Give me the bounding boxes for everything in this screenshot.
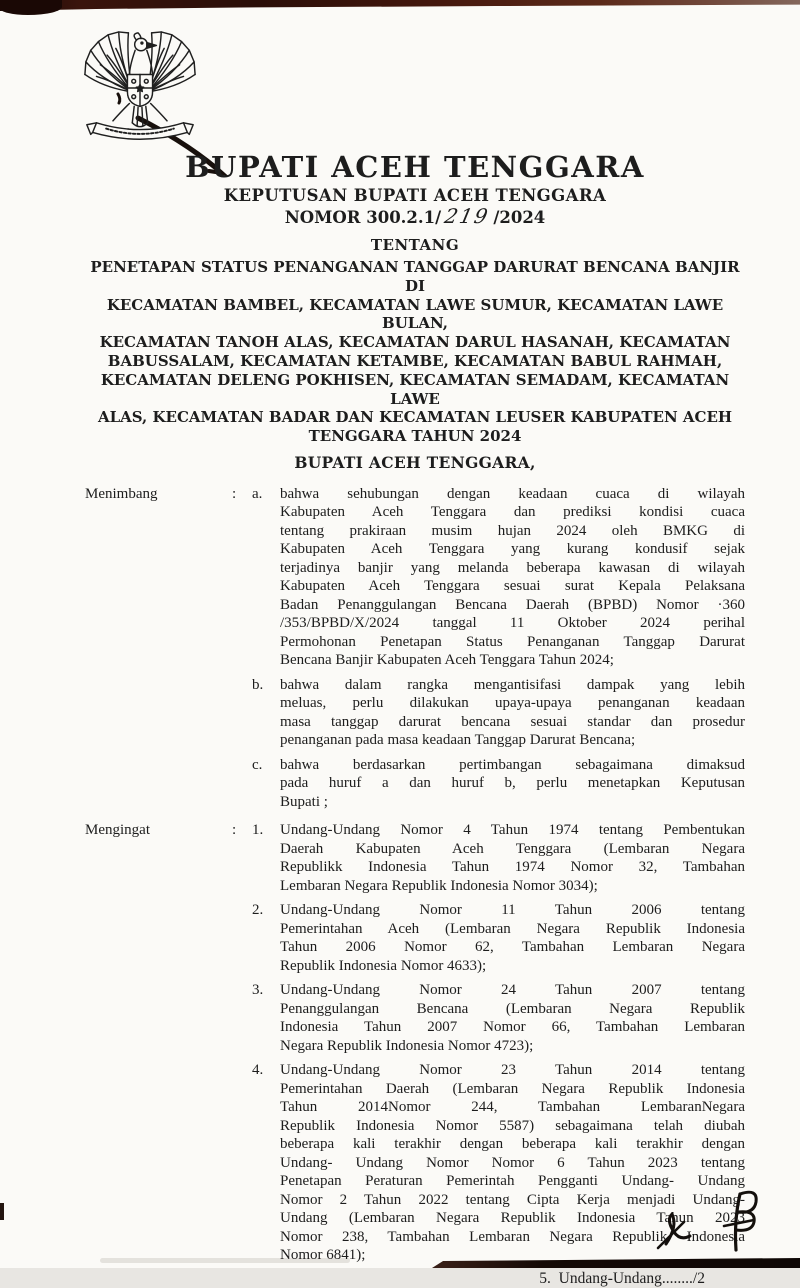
- salutation-line: BUPATI ACEH TENGGARA,: [294, 452, 536, 472]
- decree-subject: PENETAPAN STATUS PENANGANAN TANGGAP DARURAT BENCANA BANJIR DI KECAMATAN BAMBEL, KECAMATAN LAWE SUMUR, KECAMATAN LAWE BULAN, KECAMATAN TANOH ALAS, KECAMATAN DARUL HASANAH, KECAMATAN BABUSSALAM, KECAMATAN KETAMBE, KECAMATAN BABUL RAHMAH, KECAMATAN DELENG POKHISEN, KECAMATAN SEMADAM, KECAMATAN LAWE ALAS, KECAMATAN BADAR DAN KECAMATAN LEUSER KABUPATEN ACEH TENGGARA TAHUN 2024: [90, 258, 740, 446]
- tentang-label: TENTANG: [370, 236, 460, 254]
- menimbang-colon: :: [232, 485, 237, 502]
- item-text: bahwa sehubungan dengan keadaan cuaca di wilayah Kabupaten Aceh Tenggara dan prediksi kondisi cuaca tentang prakiraan musim hujan 2024 oleh BMKG di Kabupaten Aceh Tenggara yang kurang kondusif sejak terjadinya banjir yang melanda beberapa kawasan di wilayah Kabupaten Aceh Tenggara sesuai surat Kepala Pelaksana Badan Penanggulangan Bencana Daerah (BPBD) Nomor ·360 /353/BPBD/X/2024 tanggal 11 Oktober 2024 perihal Permohonan Penetapan Status Penanganan Tanggap Darurat Bencana Banjir Kabupaten Aceh Tenggara Tahun 2024;: [280, 485, 745, 669]
- menimbang-label: Menimbang: [85, 485, 158, 502]
- decree-number-suffix: /2024: [493, 208, 546, 227]
- item-marker: 2.: [252, 902, 264, 919]
- item-marker: b.: [252, 676, 264, 693]
- item-marker: 1.: [252, 822, 264, 839]
- item-text: Undang-Undang Nomor 24 Tahun 2007 tentang Penanggulangan Bencana (Lembaran Negara Republik Indonesia Tahun 2007 Nomor 66, Tambahan Lembaran Negara Republik Indonesia Nomor 4723);: [280, 982, 745, 1054]
- scan-artifact-top-left-corner: [0, 0, 62, 15]
- item-text: bahwa dalam rangka mengantisifasi dampak yang lebih meluas, perlu dilakukan upaya-upaya penanganan keadaan masa tanggap darurat bencana sesuai standar dan prosedur penanganan pada masa keadaan Tanggap Darurat Bencana;: [280, 676, 745, 749]
- decree-type-line: KEPUTUSAN BUPATI ACEH TENGGARA: [223, 186, 607, 205]
- item-marker: 4.: [252, 1062, 264, 1079]
- mengingat-item-3: [252, 981, 745, 1055]
- mengingat-colon: :: [232, 822, 237, 839]
- mengingat-item-1: [252, 821, 745, 895]
- document-content: [85, 0, 745, 1288]
- menimbang-item-b: [252, 676, 745, 750]
- decree-number-prefix: NOMOR 300.2.1/: [284, 208, 442, 227]
- item-text: Undang-Undang Nomor 4 Tahun 1974 tentang Pembentukan Daerah Kabupaten Aceh Tenggara (Lembaran Negara Republikk Indonesia Tahun 1974 Nomor 32, Tambahan Lembaran Negara Republik Indonesia Nomor 3034);: [280, 822, 745, 894]
- item-text: Undang-Undang Nomor 23 Tahun 2014 tentang Pemerintahan Daerah (Lembaran Negara Republik Indonesia Tahun 2014Nomor 244, Tambahan LembaranNegara Republik Indonesia Nomor 5587) sebagaimana telah diubah beberapa kali terakhir dengan beberapa kali terakhir dengan Undang- Undang Nomor Nomor 6 Tahun 2023 tentang Penetapan Peraturan Pemerintah Pengganti Undang- Undang Nomor 2 Tahun 2022 tentang Cipta Kerja menjadi Undang- Undang (Lembaran Negara Republik Indonesia Tahun 2023 Nomor 238, Tambahan Lembaran Negara Republik Indonesia Nomor 6841);: [280, 1062, 745, 1264]
- menimbang-item-a: [252, 485, 745, 670]
- menimbang-items: [252, 485, 745, 812]
- page-continuation-note: 5. Undang-Undang......../2: [539, 1269, 705, 1287]
- decree-number-handwritten: 219: [442, 204, 492, 228]
- item-text: Undang-Undang Nomor 11 Tahun 2006 tentang Pemerintahan Aceh (Lembaran Negara Republik Indonesia Tahun 2006 Nomor 62, Tambahan Lembaran Negara Republik Indonesia Nomor 4633);: [280, 902, 745, 974]
- decree-number-line: [85, 206, 745, 228]
- item-marker: 3.: [252, 982, 264, 999]
- handwritten-initials-icon: [628, 1186, 788, 1266]
- menimbang-item-c: [252, 756, 745, 812]
- issuing-authority-title: BUPATI ACEH TENGGARA: [185, 150, 645, 184]
- menimbang-section: [85, 485, 745, 812]
- mengingat-item-2: [252, 901, 745, 975]
- garuda-pancasila-emblem: [77, 30, 203, 146]
- item-marker: c.: [252, 756, 263, 773]
- scan-artifact-left-tick: [0, 1203, 4, 1220]
- mengingat-label: Mengingat: [85, 822, 150, 839]
- item-text: bahwa berdasarkan pertimbangan sebagaimana dimaksud pada huruf a dan huruf b, perlu menetapkan Keputusan Bupati ;: [280, 756, 745, 810]
- item-marker: a.: [252, 485, 263, 502]
